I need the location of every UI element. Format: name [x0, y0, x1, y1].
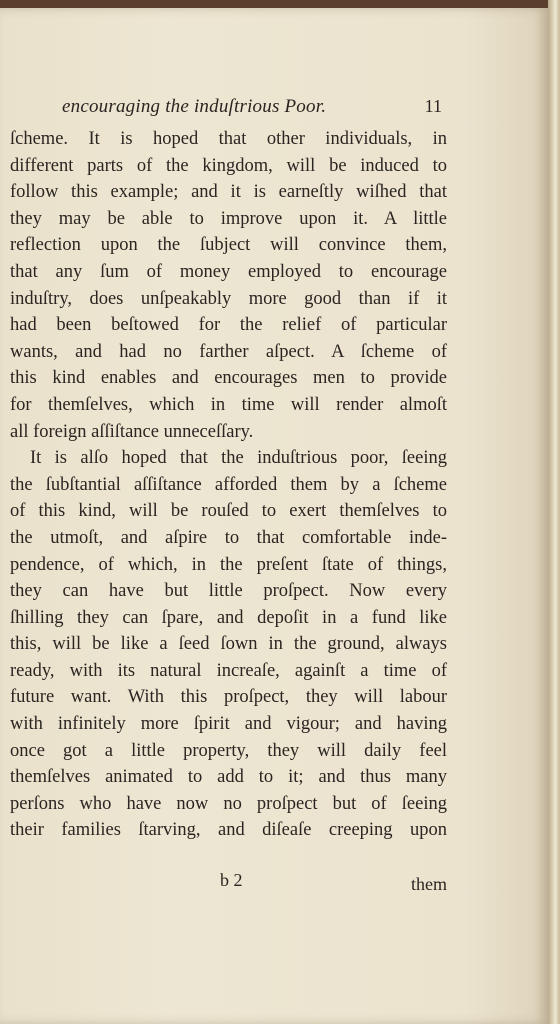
text-line: of this kind, will be rouſed to exert themſelves to	[10, 501, 447, 522]
catchword: them	[411, 874, 447, 894]
text-line: induſtry, does unſpeakably more good than if it	[10, 288, 447, 309]
body-text	[10, 126, 447, 844]
text-line: that any ſum of money employed to encourage	[10, 261, 447, 282]
text-line: wants, and had no farther aſpect. A ſcheme of	[10, 341, 447, 362]
text-line: themſelves animated to add to it; and thus many	[10, 767, 447, 788]
page-header	[62, 96, 442, 122]
page-edge-shadow	[548, 0, 560, 1024]
page-number: 11	[424, 96, 442, 116]
paragraph-start-line: It is alſo hoped that the induſtrious poor, ſeeing	[30, 448, 447, 469]
running-title: encouraging the induſtrious Poor.	[62, 96, 327, 117]
text-line: the ſubſtantial aſſiſtance afforded them by a ſcheme	[10, 474, 447, 495]
text-line: ſcheme. It is hoped that other individuals, in	[10, 129, 447, 149]
text-line: for themſelves, which in time will render almoſt	[10, 394, 447, 415]
text-line: perſons who have now no proſpect but of ſeeing	[10, 793, 447, 814]
text-line: they can have but little proſpect. Now every	[10, 581, 447, 602]
text-line: with infinitely more ſpirit and vigour; and having	[10, 714, 447, 735]
text-line: future want. With this proſpect, they will labour	[10, 687, 447, 708]
signature-mark: b 2	[220, 870, 243, 890]
text-line: they may be able to improve upon it. A little	[10, 208, 447, 229]
text-line: different parts of the kingdom, will be induced to	[10, 155, 447, 176]
text-line: once got a little property, they will daily feel	[10, 740, 447, 761]
book-page	[0, 8, 548, 1024]
text-line: this, will be like a ſeed ſown in the ground, always	[10, 634, 447, 655]
text-line: this kind enables and encourages men to provide	[10, 368, 447, 389]
text-line: the utmoſt, and aſpire to that comfortable inde-	[10, 527, 447, 548]
text-line: pendence, of which, in the preſent ſtate of things,	[10, 554, 447, 575]
text-line: all foreign aſſiſtance unneceſſary.	[10, 421, 254, 442]
text-line: had been beſtowed for the relief of particular	[10, 315, 447, 336]
text-line: ready, with its natural increaſe, againſt a time of	[10, 660, 447, 681]
text-line: ſhilling they can ſpare, and depoſit in a fund like	[10, 607, 447, 628]
text-line: follow this example; and it is earneſtly wiſhed that	[10, 182, 447, 203]
text-line: reflection upon the ſubject will convince them,	[10, 235, 447, 256]
text-line: their families ſtarving, and diſeaſe creeping upon	[10, 820, 447, 841]
page-footer	[0, 870, 447, 896]
